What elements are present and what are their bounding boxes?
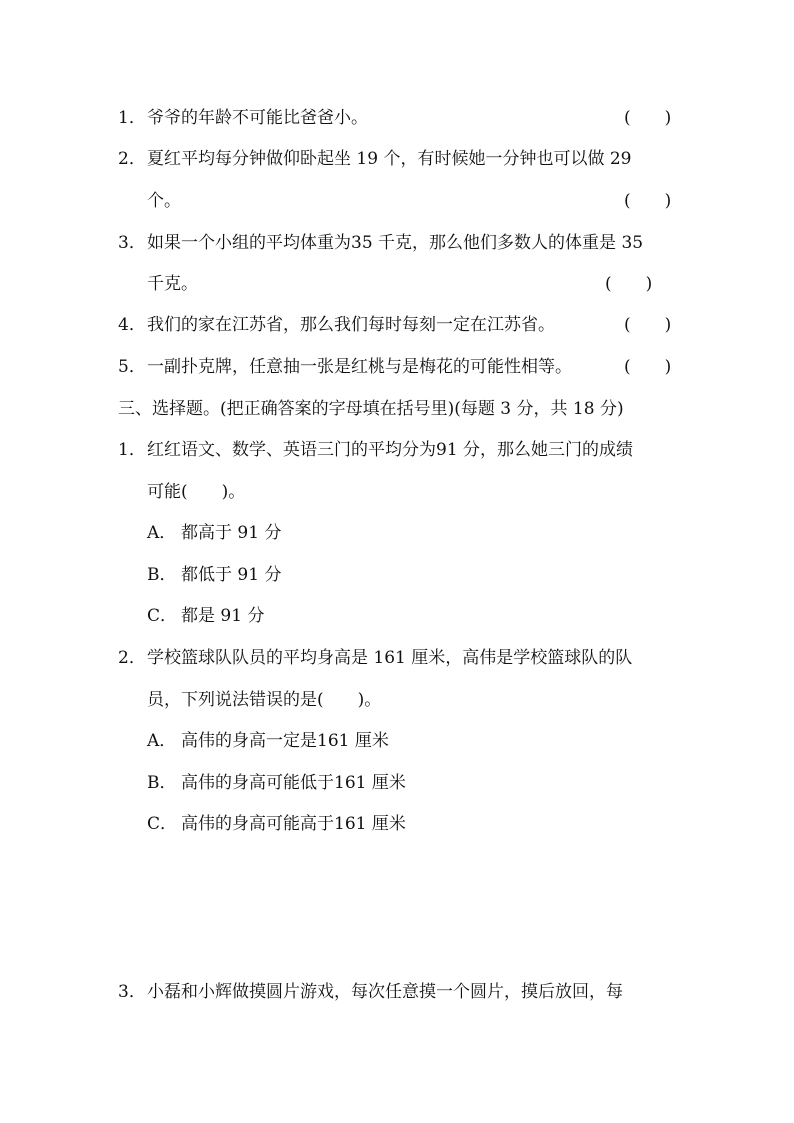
question-line	[0, 105, 794, 131]
option-text: 都是 91 分	[181, 606, 265, 626]
question-text: 夏红平均每分钟做仰卧起坐 19 个，有时候她一分钟也可以做 29	[147, 149, 632, 169]
option-b[interactable]	[0, 562, 794, 588]
question-line-continued	[0, 479, 794, 505]
answer-parentheses[interactable]: ( )	[624, 108, 672, 128]
question-text: 小磊和小辉做摸圆片游戏，每次任意摸一个圆片，摸后放回，每	[147, 982, 623, 1002]
question-number: 2．	[118, 648, 146, 668]
question-line-continued	[0, 188, 794, 214]
option-text: 高伟的身高可能高于161 厘米	[181, 814, 406, 834]
option-letter: C．	[147, 606, 178, 626]
section-heading: 三、选择题。(把正确答案的字母填在括号里)(每题 3 分，共 18 分)	[118, 399, 624, 419]
option-letter: A．	[147, 731, 177, 751]
option-c[interactable]	[0, 811, 794, 837]
option-letter: B．	[147, 773, 177, 793]
question-line	[0, 312, 794, 338]
question-number: 1．	[118, 440, 146, 460]
question-text-continued: 个。	[147, 191, 181, 211]
question-number: 2．	[118, 149, 146, 169]
option-letter: A．	[147, 523, 177, 543]
answer-parentheses[interactable]: ( )	[624, 191, 672, 211]
answer-parentheses[interactable]: ( )	[605, 274, 653, 294]
option-text: 高伟的身高一定是161 厘米	[181, 731, 389, 751]
question-text: 如果一个小组的平均体重为35 千克，那么他们多数人的体重是 35	[147, 233, 644, 253]
question-number: 5．	[118, 357, 146, 377]
question-text: 红红语文、数学、英语三门的平均分为91 分，那么她三门的成绩	[147, 440, 634, 460]
option-b[interactable]	[0, 770, 794, 796]
question-text: 我们的家在江苏省，那么我们每时每刻一定在江苏省。	[147, 315, 555, 335]
question-line	[0, 354, 794, 380]
option-letter: B．	[147, 565, 177, 585]
question-text: 一副扑克牌，任意抽一张是红桃与是梅花的可能性相等。	[147, 357, 572, 377]
option-a[interactable]	[0, 728, 794, 754]
option-letter: C．	[147, 814, 178, 834]
option-text: 都低于 91 分	[181, 565, 282, 585]
question-line	[0, 979, 794, 1005]
question-text: 学校篮球队队员的平均身高是 161 厘米，高伟是学校篮球队的队	[147, 648, 633, 668]
question-number: 4．	[118, 315, 146, 335]
question-line	[0, 437, 794, 463]
question-number: 3．	[118, 233, 146, 253]
answer-parentheses[interactable]: ( )	[624, 315, 672, 335]
question-line-continued	[0, 687, 794, 713]
question-text-continued: 可能( )。	[147, 482, 246, 502]
question-line	[0, 146, 794, 172]
option-text: 高伟的身高可能低于161 厘米	[181, 773, 406, 793]
question-text-continued: 员，下列说法错误的是( )。	[147, 690, 382, 710]
option-c[interactable]	[0, 603, 794, 629]
question-text-continued: 千克。	[147, 274, 198, 294]
option-a[interactable]	[0, 520, 794, 546]
question-number: 3．	[118, 982, 146, 1002]
question-line	[0, 645, 794, 671]
question-text: 爷爷的年龄不可能比爸爸小。	[147, 108, 368, 128]
option-text: 都高于 91 分	[181, 523, 282, 543]
question-line	[0, 230, 794, 256]
question-line-continued	[0, 271, 794, 297]
question-number: 1．	[118, 108, 146, 128]
answer-parentheses[interactable]: ( )	[624, 357, 672, 377]
